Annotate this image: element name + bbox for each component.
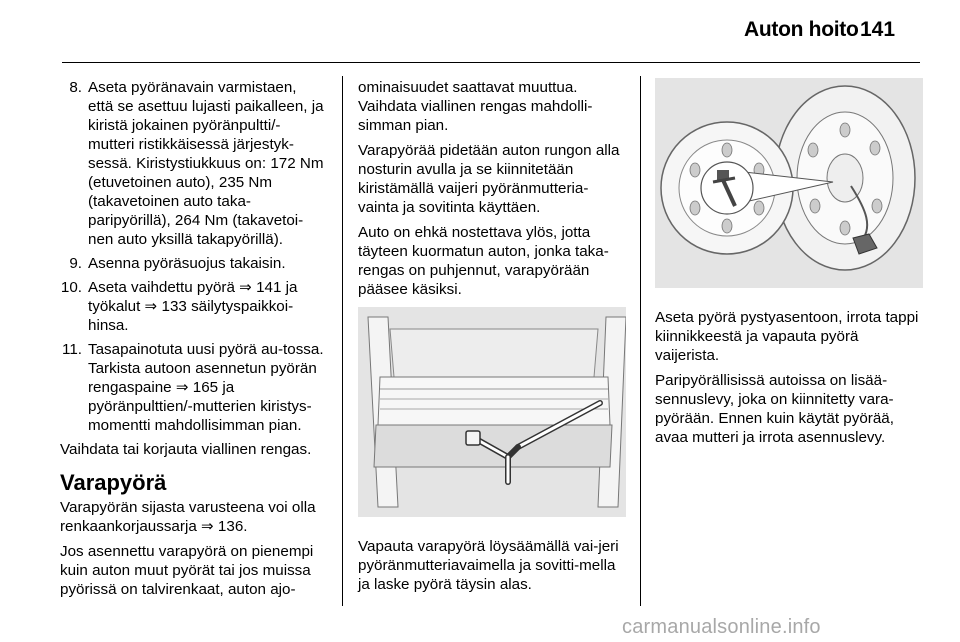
wrench-illustration — [358, 307, 626, 517]
step-text: Aseta vaihdettu pyörä ⇒ 141 ja työkalut ⇒ 133 säilytyspaikkoi-hinsa. — [88, 279, 298, 334]
step-number: 10. — [60, 279, 82, 296]
paragraph: Paripyörällisissä autoissa on lisää-sennuslevy, joka on kiinnitetty vara-pyörään. Ennen kuin käytät pyörää, avaa mutteri ja irrota asennuslevy. — [655, 372, 894, 446]
column-divider — [342, 76, 343, 606]
column-divider — [640, 76, 641, 606]
running-header-title: Auton hoito — [744, 18, 859, 41]
paragraph: Varapyörää pidetään auton rungon alla nosturin avulla ja se kiinnitetään kiristämällä vaijeri pyöränmutteria-vainta ja sovitinta käyttäen. — [358, 142, 620, 216]
step-text: Aseta pyöränavain varmistaen, että se asettuu lujasti paikalleen, ja kiristä jokainen pyöränpultti/-mutteri ristikkäisessä järjestyk-sessä. Kiristystiukkuus on: 172 Nm (etuvetoinen auto), 235 Nm (takavetoinen auto taka-paripyörillä), 264 Nm (takavetoi-nen auto yksillä takapyörillä). — [88, 79, 324, 248]
paragraph: Auto on ehkä nostettava ylös, jotta täyteen kuormatun auton, jonka taka-rengas on puhjennut, varapyörään pääsee käsiksi. — [358, 224, 609, 298]
figure-caption: Aseta pyörä pystyasentoon, irrota tappi kiinnikkeestä ja vapauta pyörä vaijerista. — [655, 309, 919, 364]
paragraph: ominaisuudet saattavat muuttua. Vaihdata viallinen rengas mahdolli-simman pian. — [358, 79, 593, 134]
watermark: carmanualsonline.info — [622, 616, 821, 638]
section-heading: Varapyörä — [60, 470, 167, 495]
step-item — [60, 78, 326, 249]
step-text: Asenna pyöräsuojus takaisin. — [88, 255, 286, 272]
step-item — [60, 254, 326, 273]
column-3 — [655, 78, 923, 453]
header-rule — [62, 62, 920, 63]
step-item — [60, 340, 326, 435]
paragraph: Jos asennettu varapyörä on pienempi kuin auton muut pyörät tai jos muissa pyörissä on talvirenkaat, auton ajo- — [60, 543, 314, 598]
step-number: 11. — [62, 341, 82, 358]
step-number: 8. — [69, 79, 82, 96]
step-number: 9. — [69, 255, 82, 272]
figure-spare-wheel — [655, 78, 923, 288]
spare-wheel-illustration — [655, 78, 923, 288]
step-text: Tasapainotuta uusi pyörä au-tossa. Tarkista autoon asennetun pyörän rengaspaine ⇒ 165 ja pyöränpulttien/-mutterien kiristys-momentti mahdollisimman pian. — [88, 341, 324, 434]
column-1 — [60, 78, 326, 605]
figure-wrench-under-bumper — [358, 307, 626, 517]
paragraph: Varapyörän sijasta varusteena voi olla renkaankorjaussarja ⇒ 136. — [60, 499, 316, 535]
figure-caption: Vapauta varapyörä löysäämällä vai-jeri pyöränmutteriavaimella ja sovitti-mella ja laske pyörä täysin alas. — [358, 538, 619, 593]
step-item — [60, 278, 326, 335]
column-2 — [358, 78, 626, 600]
paragraph: Vaihdata tai korjauta viallinen rengas. — [60, 441, 312, 458]
page-number: 141 — [860, 18, 896, 41]
